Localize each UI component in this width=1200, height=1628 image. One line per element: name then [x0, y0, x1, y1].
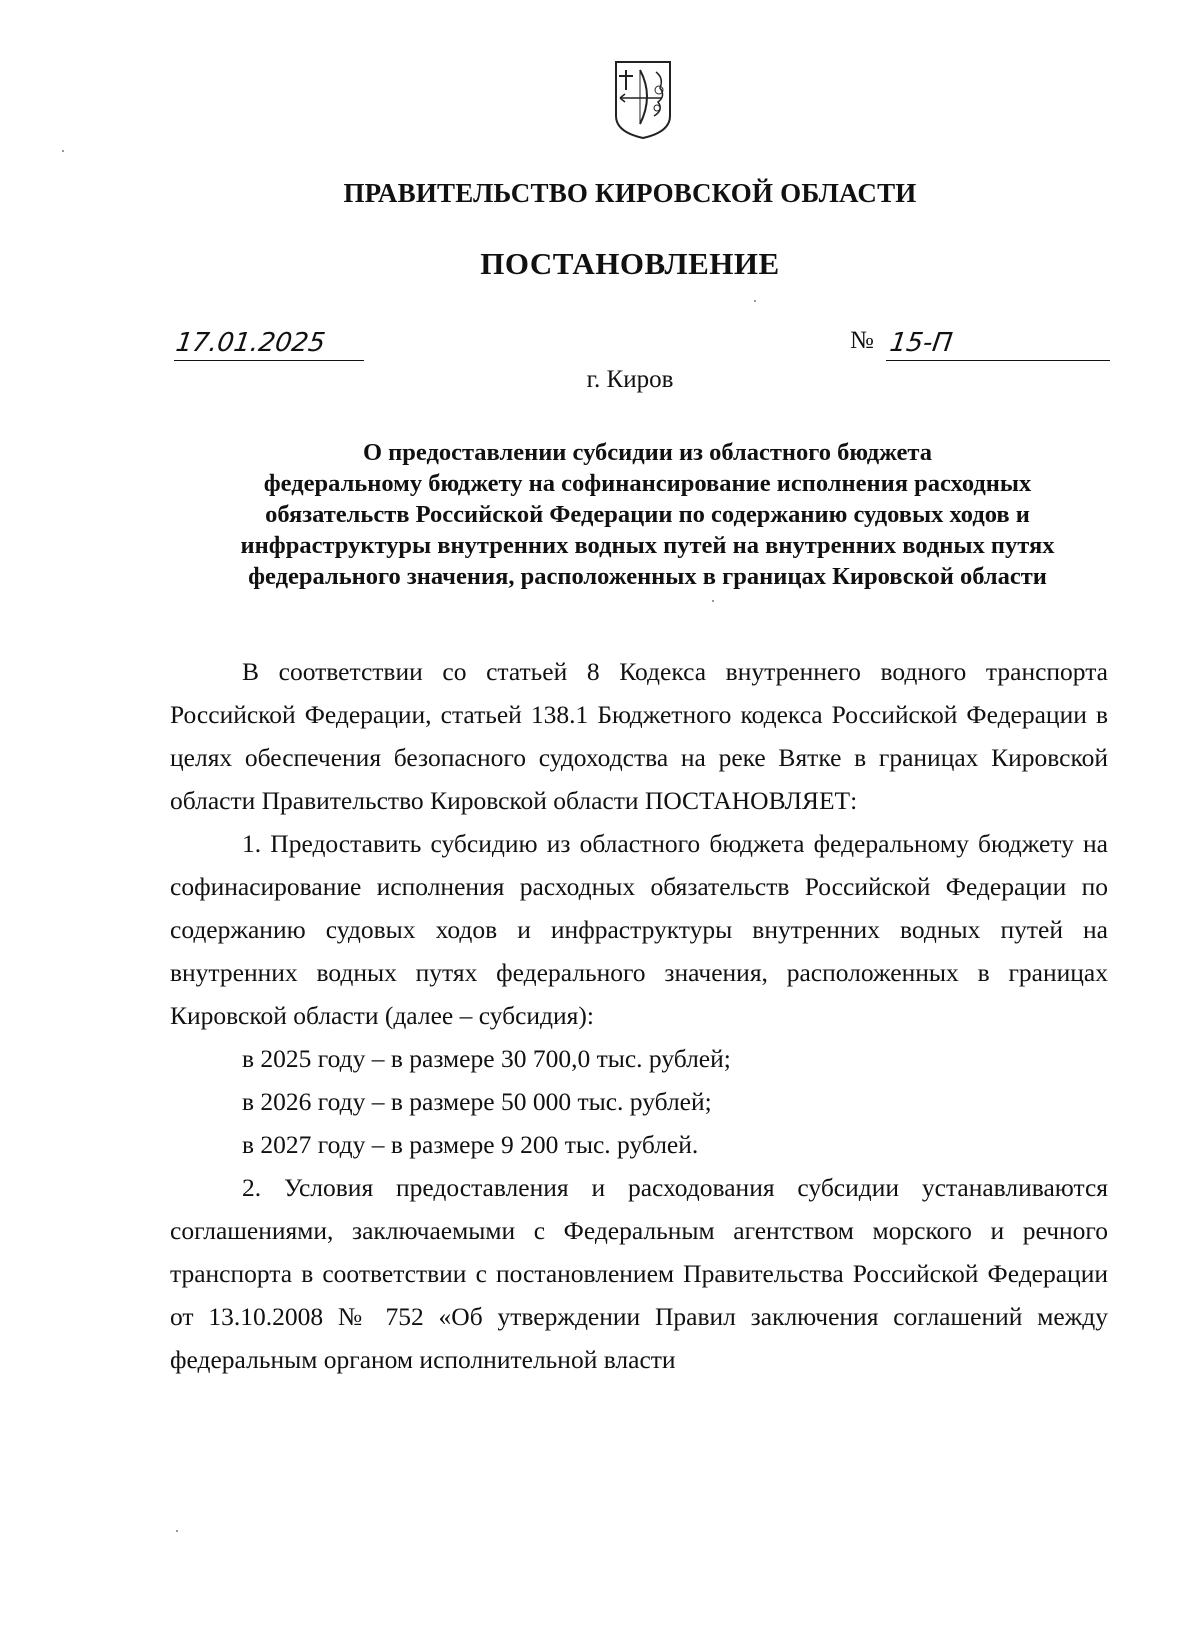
title-line: О предоставлении субсидии из областного бюджета [362, 439, 933, 466]
title-line: федеральному бюджету на софинансирование исполнения расходных [263, 470, 1032, 497]
scan-speck [62, 150, 64, 152]
amount-2026: в 2026 году – в размере 50 000 тыс. рублей; [242, 1087, 712, 1116]
amount-2027: в 2027 году – в размере 9 200 тыс. рублей. [242, 1130, 699, 1159]
title-line: инфраструктуры внутренних водных путей на внутренних водных путях [240, 532, 1055, 559]
document-title [175, 437, 1120, 592]
item-2-paragraph: 2. Условия предоставления и расходования субсидии устанавливаются соглашениями, заключаемыми с Федеральным агентством морского и речного транспорта в соответствии с постановлением Правительства Российской Федерации от 13.10.2008 № 752 «Об утверждении Правил заключения соглашений между федеральным органом исполнительной власти [170, 1173, 1108, 1374]
document-number-label: № [850, 327, 874, 354]
coat-of-arms-emblem [612, 56, 674, 140]
scan-speck [754, 300, 756, 302]
item-1-paragraph: 1. Предоставить субсидию из областного бюджета федеральному бюджету на софинасирование исполнения расходных обязательств Российской Федерации по содержанию судовых ходов и инфраструктуры внутренних водных путей на внутренних водных путях федерального значения, расположенных в границах Кировской области (далее – субсидия): [170, 829, 1108, 1030]
scan-speck [712, 600, 714, 602]
amount-2025: в 2025 году – в размере 30 700,0 тыс. рублей; [242, 1044, 731, 1073]
organization-heading: ПРАВИТЕЛЬСТВО КИРОВСКОЙ ОБЛАСТИ [343, 178, 917, 208]
document-body [170, 650, 1108, 1381]
document-date-value: 17.01.2025 [173, 328, 327, 358]
document-number-value: 15-П [887, 328, 955, 358]
document-date [174, 326, 364, 361]
scan-speck [176, 1530, 178, 1532]
title-line: обязательств Российской Федерации по содержанию судовых ходов и [265, 501, 1030, 528]
title-line: федерального значения, расположенных в границах Кировской области [248, 563, 1047, 590]
preamble-paragraph: В соответствии со статьей 8 Кодекса внутреннего водного транспорта Российской Федерации, статьей 138.1 Бюджетного кодекса Российской Федерации в целях обеспечения безопасного судоходства на реке Вятке в границах Кировской области Правительство Кировской области ПОСТАНОВЛЯЕТ: [170, 657, 1108, 815]
document-type-heading: ПОСТАНОВЛЕНИЕ [480, 246, 780, 281]
city-label: г. Киров [586, 366, 674, 393]
document-number [886, 326, 1110, 361]
